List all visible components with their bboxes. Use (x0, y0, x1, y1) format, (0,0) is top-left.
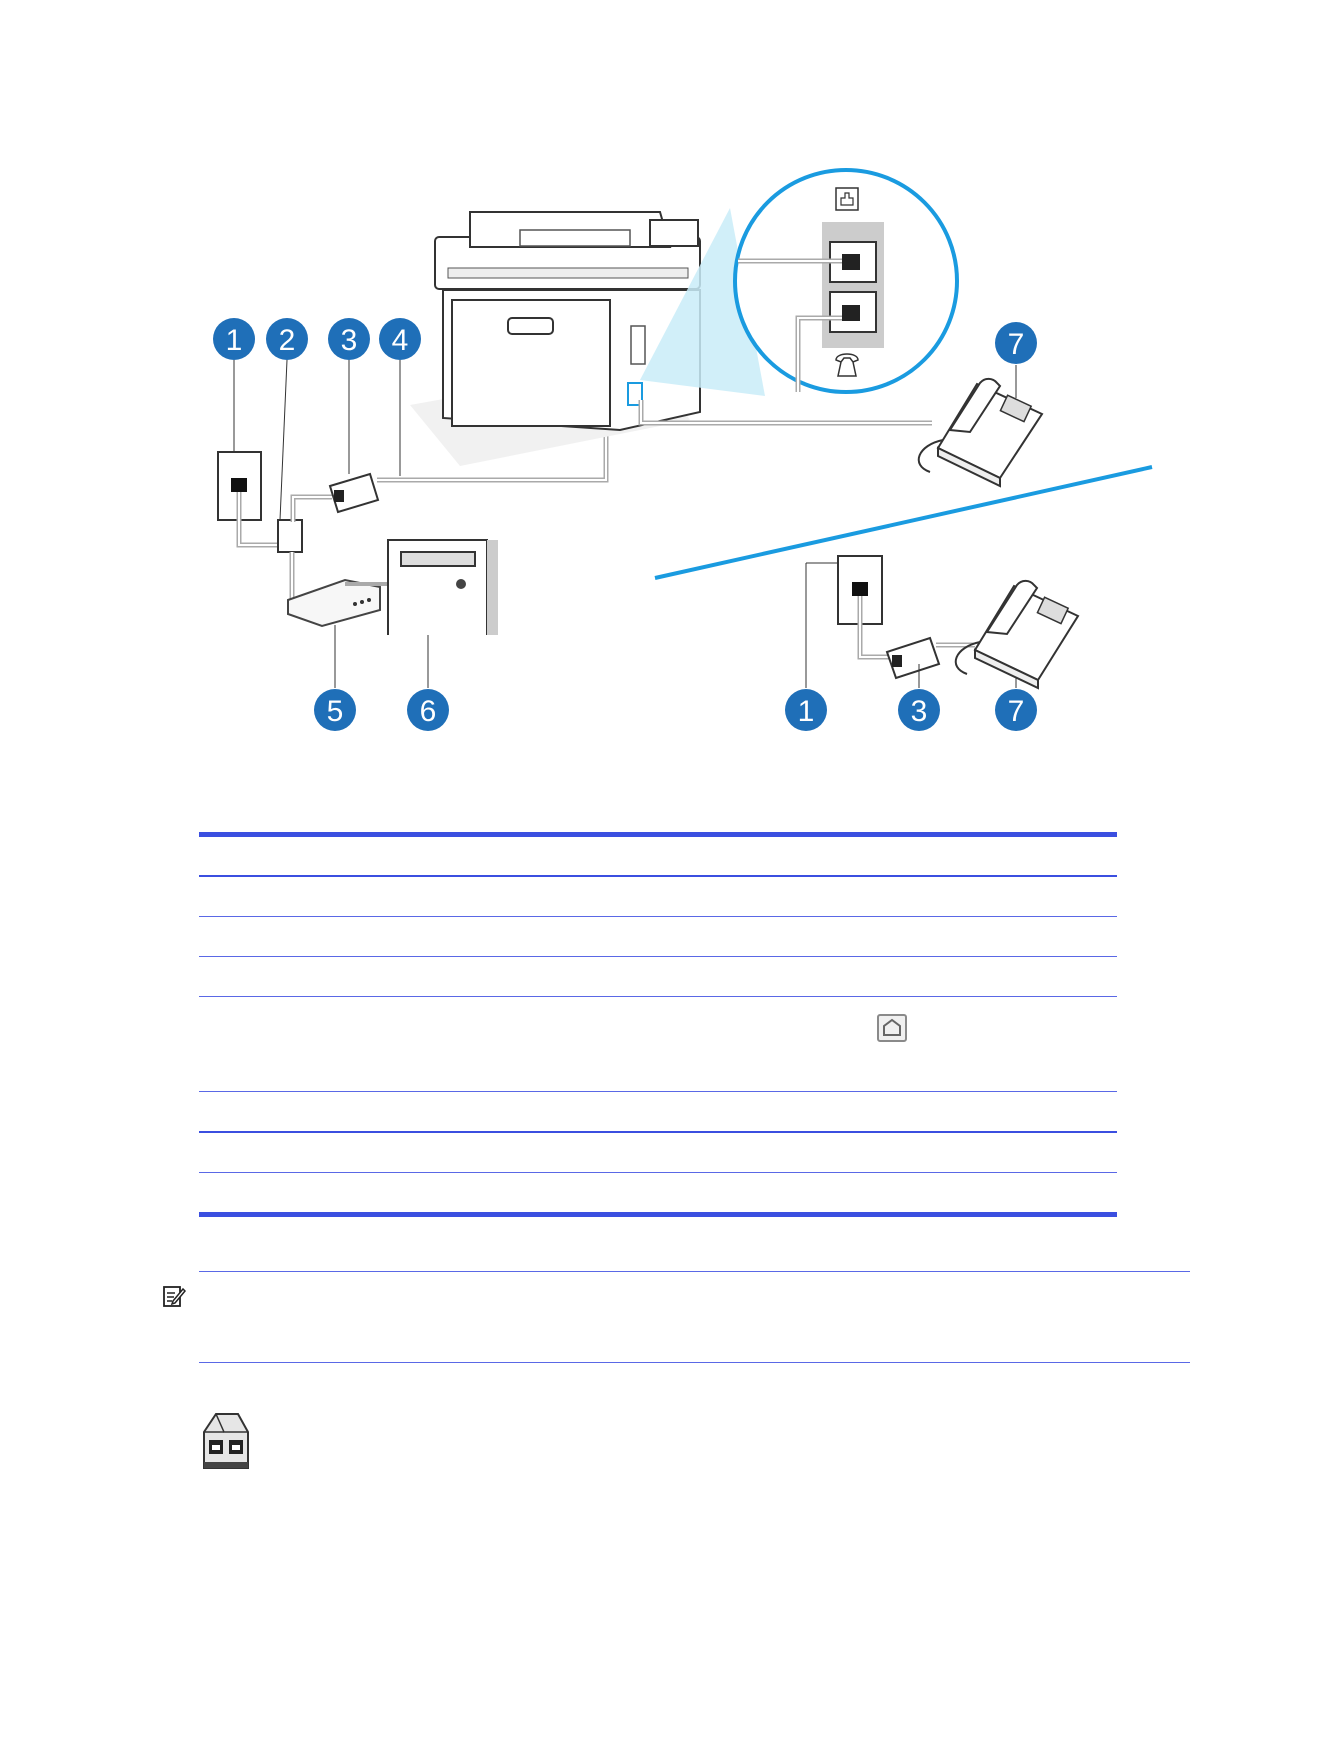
callout-6 (407, 689, 449, 731)
svg-text:3: 3 (340, 324, 358, 357)
svg-text:2: 2 (278, 324, 296, 357)
callout-7 (995, 322, 1037, 364)
printer (435, 212, 700, 430)
note-icon (162, 1284, 186, 1308)
svg-text:6: 6 (419, 695, 437, 728)
callout-1 (213, 318, 255, 360)
note-box (199, 1271, 1190, 1363)
table-row (199, 1173, 1117, 1215)
table-row (199, 876, 1117, 917)
divider-line (655, 467, 1152, 578)
computer (388, 540, 498, 635)
ethernet-port-icon (877, 1014, 907, 1042)
telephone-right (956, 581, 1078, 688)
dsl-modem (288, 580, 380, 626)
table-header-row (199, 835, 1117, 877)
wall-jack-port (231, 478, 247, 492)
svg-text:4: 4 (391, 324, 409, 357)
table-row (199, 957, 1117, 997)
line-port-icon (836, 188, 858, 210)
table-row (199, 917, 1117, 957)
parallel-splitter (278, 520, 302, 552)
svg-text:7: 7 (1007, 695, 1025, 728)
callout-5 (314, 689, 356, 731)
fax-setup-diagram (0, 0, 1323, 760)
port-magnifier (735, 170, 957, 392)
header-cell (199, 835, 425, 877)
parallel-splitter-icon (198, 1410, 254, 1474)
parts-table-container (199, 832, 1117, 1217)
left-setup (218, 170, 1042, 688)
callout-1-right (785, 689, 827, 731)
parts-table (199, 832, 1117, 1217)
callout-3-right (898, 689, 940, 731)
table-row (199, 1132, 1117, 1173)
svg-text:1: 1 (225, 324, 243, 357)
telephone (919, 379, 1042, 486)
svg-text:5: 5 (326, 695, 344, 728)
table-row (199, 997, 1117, 1092)
svg-text:7: 7 (1007, 328, 1025, 361)
table-row (199, 1092, 1117, 1133)
callout-4 (379, 318, 421, 360)
callout-2 (266, 318, 308, 360)
svg-text:3: 3 (910, 695, 928, 728)
header-cell (425, 835, 1117, 877)
right-setup (806, 556, 1078, 688)
callout-7-right (995, 689, 1037, 731)
callout-3 (328, 318, 370, 360)
svg-text:1: 1 (797, 695, 815, 728)
